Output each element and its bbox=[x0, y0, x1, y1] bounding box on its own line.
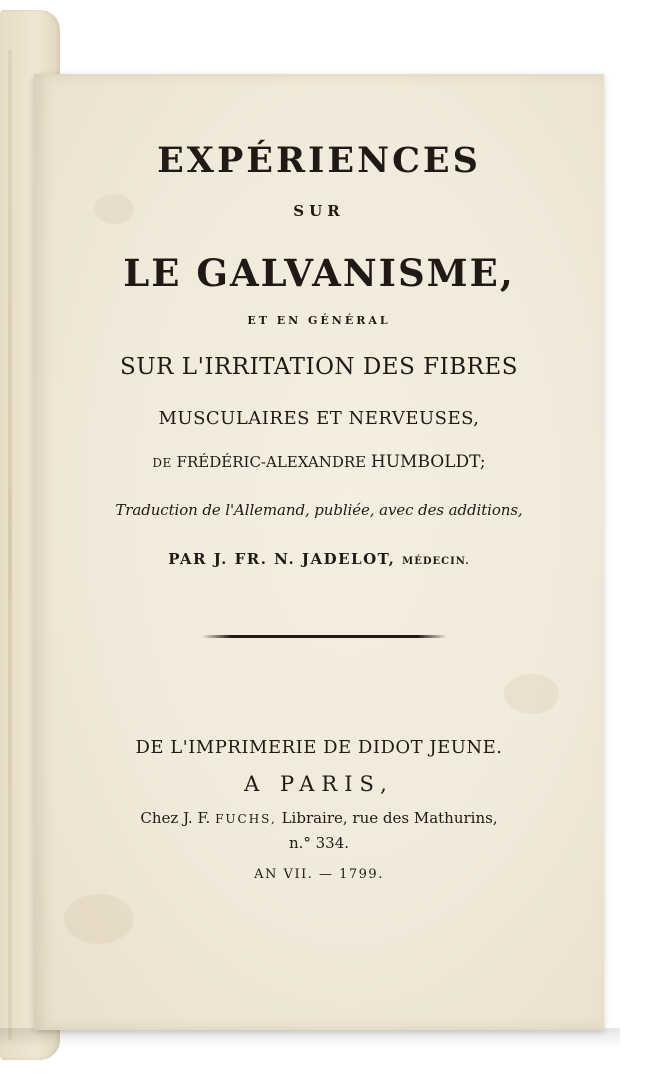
book-shadow bbox=[0, 1028, 620, 1048]
subtitle-irritation: SUR L'IRRITATION DES FIBRES bbox=[120, 354, 518, 380]
chez-prefix: Chez J. F. bbox=[140, 809, 211, 827]
publication-date: AN VII. — 1799. bbox=[254, 867, 384, 882]
street-number: n.° 334. bbox=[288, 834, 350, 852]
city-line: A PARIS, bbox=[244, 772, 394, 796]
translation-line: Traduction de l'Allemand, publiée, avec des additions, bbox=[115, 501, 523, 519]
title-galvanisme: LE GALVANISME, bbox=[123, 251, 515, 295]
title-sur: SUR bbox=[293, 202, 345, 220]
leaf-edge bbox=[8, 50, 12, 1040]
bookseller-address: Libraire, rue des Mathurins, bbox=[281, 809, 498, 827]
translator-role: MÉDECIN. bbox=[402, 556, 470, 567]
title-page bbox=[34, 74, 604, 1030]
author-surname: HUMBOLDT; bbox=[370, 452, 486, 472]
translator-name: J. FR. N. JADELOT, bbox=[213, 550, 396, 568]
author-name: FRÉDÉRIC-ALEXANDRE bbox=[176, 453, 367, 471]
bookseller-line bbox=[34, 809, 604, 827]
translator-line bbox=[34, 550, 604, 568]
subtitle-musculaires: MUSCULAIRES ET NERVEUSES, bbox=[158, 408, 480, 429]
foxing-spot bbox=[64, 894, 134, 944]
printer-line: DE L'IMPRIMERIE DE DIDOT JEUNE. bbox=[135, 737, 503, 758]
ornamental-rule bbox=[202, 635, 447, 638]
bookseller-name: FUCHS, bbox=[215, 812, 277, 826]
foxing-spot bbox=[504, 674, 559, 714]
translator-prefix: PAR bbox=[168, 550, 208, 568]
title-experiences: EXPÉRIENCES bbox=[157, 140, 481, 181]
author-prefix: DE bbox=[152, 456, 172, 470]
author-line bbox=[34, 452, 604, 472]
subtitle-et-en-general: ET EN GÉNÉRAL bbox=[247, 314, 391, 327]
